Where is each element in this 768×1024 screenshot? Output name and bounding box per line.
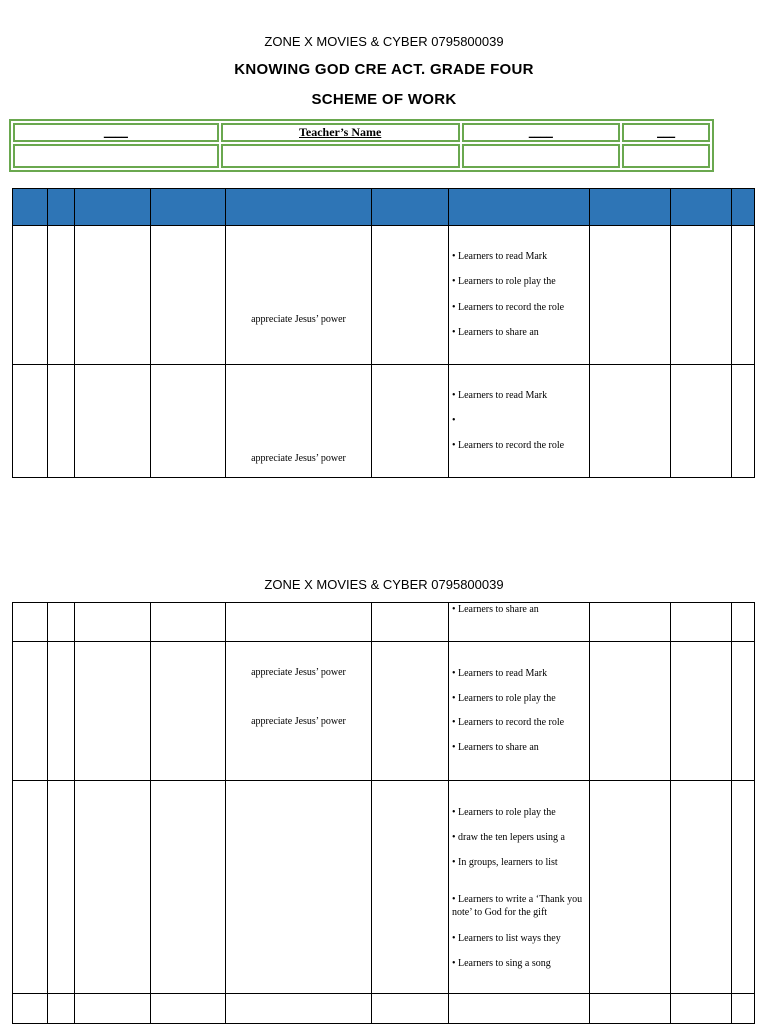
info-blank-3 (462, 123, 621, 142)
activity-item: • Learners to write a ‘Thank you note’ to God for the gift (452, 894, 583, 918)
learning-outcome: appreciate Jesus’ power (251, 667, 346, 678)
zone-header-page2: ZONE X MOVIES & CYBER 0795800039 (264, 577, 504, 592)
teacher-name-label-cell (221, 123, 460, 142)
learning-outcome: appreciate Jesus’ power (251, 314, 346, 325)
teacher-name-value (221, 144, 460, 168)
learning-outcome: appreciate Jesus’ power (251, 453, 346, 464)
learning-outcome-cell (226, 365, 372, 478)
header-cell (48, 189, 75, 226)
table-row (13, 603, 755, 642)
learning-outcome: appreciate Jesus’ power (251, 716, 346, 727)
activity-item: • In groups, learners to list (452, 857, 558, 868)
zone-header: ZONE X MOVIES & CYBER 0795800039 (264, 34, 504, 49)
header-cell (449, 189, 590, 226)
info-blank-1 (13, 123, 219, 142)
info-value-1 (13, 144, 219, 168)
activity-item: • Learners to sing a song (452, 958, 551, 969)
activity-item: • Learners to share an (452, 604, 539, 615)
activity-item: • Learners to record the role (452, 440, 565, 451)
activity-item: • (452, 415, 456, 426)
scheme-table-2 (12, 602, 755, 1024)
info-blank-3-text: ____ (528, 125, 553, 139)
info-value-4 (622, 144, 710, 168)
scheme-table-1 (12, 188, 755, 478)
activity-item: • Learners to read Mark (452, 251, 548, 262)
document-title: KNOWING GOD CRE ACT. GRADE FOUR (234, 61, 534, 78)
activity-item: • Learners to record the role (452, 717, 565, 728)
info-value-3 (462, 144, 621, 168)
activity-item: • Learners to role play the (452, 807, 556, 818)
header-cell (151, 189, 226, 226)
learning-outcome-cell (226, 642, 372, 781)
table-row (13, 365, 755, 478)
activity-item: • Learners to role play the (452, 276, 556, 287)
activities-cell (449, 365, 590, 478)
info-blank-4 (622, 123, 710, 142)
document-subtitle: SCHEME OF WORK (311, 91, 457, 108)
header-cell (372, 189, 449, 226)
activities-cell (449, 603, 590, 642)
header-cell (75, 189, 151, 226)
info-blank-4-text: ___ (657, 125, 676, 139)
activity-item: • Learners to record the role (452, 302, 565, 313)
activities-cell (449, 642, 590, 781)
header-cell (590, 189, 671, 226)
activity-item: • Learners to share an (452, 742, 539, 753)
header-cell (13, 189, 48, 226)
activity-item: • Learners to share an (452, 327, 539, 338)
activities-cell (449, 226, 590, 365)
activity-item: • draw the ten lepers using a (452, 832, 565, 843)
table-row (13, 226, 755, 365)
table-row (13, 781, 755, 994)
activities-cell (449, 781, 590, 994)
activity-item: • Learners to list ways they (452, 933, 561, 944)
learning-outcome-cell (226, 226, 372, 365)
header-cell (226, 189, 372, 226)
header-cell (732, 189, 755, 226)
activity-item: • Learners to read Mark (452, 390, 548, 401)
activity-item: • Learners to role play the (452, 693, 556, 704)
info-blank-1-text: ____ (103, 125, 128, 139)
teacher-info-table (9, 119, 714, 172)
teacher-name-label: Teacher’s Name (299, 125, 382, 139)
table-row (13, 994, 755, 1024)
header-cell (671, 189, 732, 226)
scheme-header-row (13, 189, 755, 226)
table-row (13, 642, 755, 781)
activity-item: • Learners to read Mark (452, 668, 548, 679)
